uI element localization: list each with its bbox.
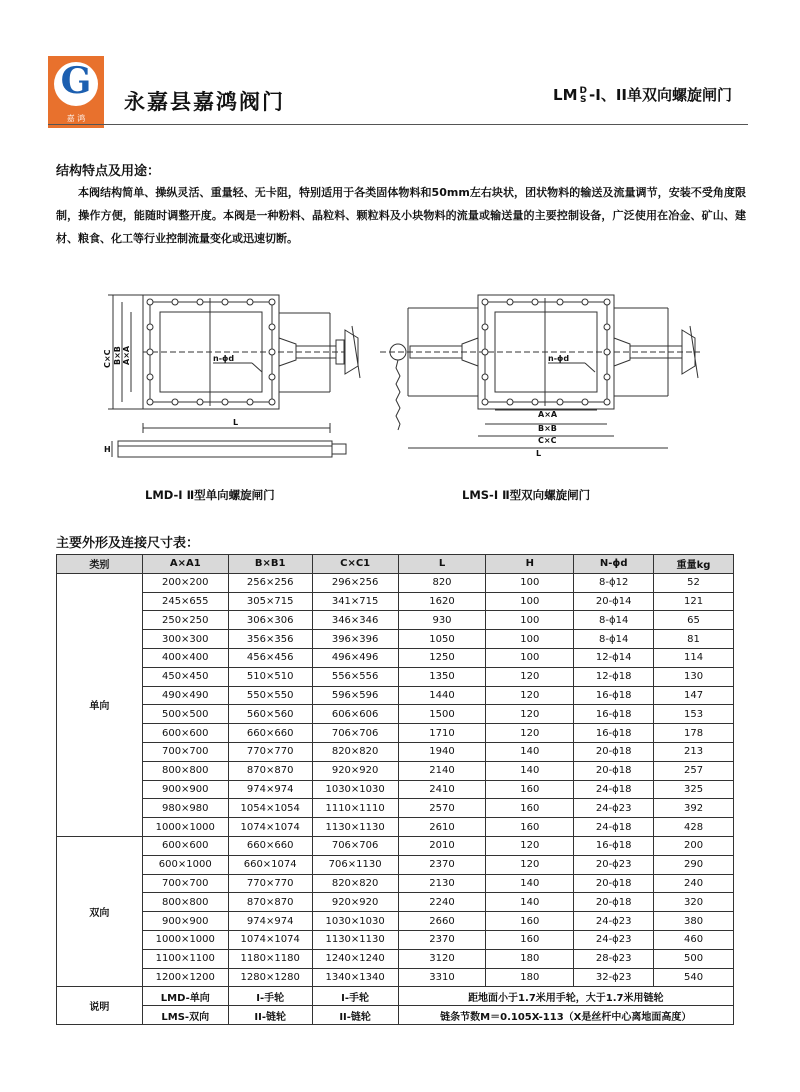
dim-label-l-right: L xyxy=(536,449,542,458)
table-cell: 400×400 xyxy=(142,648,228,667)
table-cell: 2410 xyxy=(398,780,486,799)
table-cell: 306×306 xyxy=(228,611,312,630)
table-cell: 974×974 xyxy=(228,912,312,931)
table-cell: 456×456 xyxy=(228,648,312,667)
header-a: A×A1 xyxy=(142,555,228,574)
table-cell: 1200×1200 xyxy=(142,968,228,987)
table-cell: 2370 xyxy=(398,855,486,874)
table-cell: 920×920 xyxy=(312,893,398,912)
note-cell-c: I-手轮 xyxy=(312,987,398,1006)
table-cell: 3310 xyxy=(398,968,486,987)
caption-lms: LMS-Ⅰ Ⅱ型双向螺旋闸门 xyxy=(462,488,591,502)
table-cell: 1030×1030 xyxy=(312,780,398,799)
table-cell: 510×510 xyxy=(228,667,312,686)
table-cell: 600×600 xyxy=(142,724,228,743)
note-cell-b: II-链轮 xyxy=(228,1006,312,1025)
table-cell: 8-ϕ12 xyxy=(574,573,654,592)
table-cell: 16-ϕ18 xyxy=(574,686,654,705)
table-cell: 980×980 xyxy=(142,799,228,818)
logo-subtext: 嘉 鸿 xyxy=(66,114,86,123)
table-cell: 2140 xyxy=(398,761,486,780)
header-c: C×C1 xyxy=(312,555,398,574)
table-cell: 1074×1074 xyxy=(228,818,312,837)
table-cell: 12-ϕ18 xyxy=(574,667,654,686)
table-cell: 52 xyxy=(654,573,734,592)
table-cell: 820×820 xyxy=(312,874,398,893)
table-cell: 16-ϕ18 xyxy=(574,705,654,724)
table-row xyxy=(57,648,734,667)
table-cell: 706×706 xyxy=(312,724,398,743)
table-cell: 660×660 xyxy=(228,836,312,855)
table-cell: 160 xyxy=(486,799,574,818)
table-cell: 290 xyxy=(654,855,734,874)
table-cell: 24-ϕ18 xyxy=(574,818,654,837)
table-cell: 596×596 xyxy=(312,686,398,705)
table-cell: 24-ϕ23 xyxy=(574,912,654,931)
table-cell: 560×560 xyxy=(228,705,312,724)
features-text: 本阀结构简单、操纵灵活、重量轻、无卡阻，特别适用于各类固体物料和50mm左右块状，团状物料的输送及流量调节，安装不受角度限制，操作方便，能随时调整开度。本阀是一种粉料、晶粒料、颗粒料及小块物料的流量或输送量的主要控制设备，广泛使用在冶金、矿山、建材、粮食、化工等行业控制流量变化或迅速切断。 xyxy=(56,186,746,245)
table-cell: 20-ϕ18 xyxy=(574,874,654,893)
table-row xyxy=(57,893,734,912)
table-cell: 245×655 xyxy=(142,592,228,611)
table-cell: 1000×1000 xyxy=(142,930,228,949)
table-cell: 8-ϕ14 xyxy=(574,630,654,649)
table-row xyxy=(57,761,734,780)
table-cell: 100 xyxy=(486,611,574,630)
table-row xyxy=(57,780,734,799)
note-text-cell: 距地面小于1.7米用手轮，大于1.7米用链轮 xyxy=(398,987,733,1006)
table-row xyxy=(57,705,734,724)
table-cell: 100 xyxy=(486,592,574,611)
table-cell: 346×346 xyxy=(312,611,398,630)
dim-label-bxb: B×B xyxy=(113,346,122,365)
table-cell: 160 xyxy=(486,818,574,837)
table-cell: 1050 xyxy=(398,630,486,649)
table-row xyxy=(57,573,734,592)
table-cell: 1000×1000 xyxy=(142,818,228,837)
table-cell: 706×706 xyxy=(312,836,398,855)
table-cell: 100 xyxy=(486,648,574,667)
note-row xyxy=(57,1006,734,1025)
table-cell: 200×200 xyxy=(142,573,228,592)
title-sub: S xyxy=(580,95,587,105)
table-cell: 820 xyxy=(398,573,486,592)
title-sup: D xyxy=(579,86,588,96)
table-cell: 153 xyxy=(654,705,734,724)
table-cell: 160 xyxy=(486,780,574,799)
dim-label-bxb-right: B×B xyxy=(538,424,557,433)
table-cell: 1110×1110 xyxy=(312,799,398,818)
dim-label-axa-right: A×A xyxy=(538,410,558,419)
title-rest: -I、II单双向螺旋闸门 xyxy=(589,86,732,104)
table-cell: 2660 xyxy=(398,912,486,931)
table-cell: 820×820 xyxy=(312,742,398,761)
table-cell: 500×500 xyxy=(142,705,228,724)
table-cell: 140 xyxy=(486,761,574,780)
table-cell: 178 xyxy=(654,724,734,743)
table-cell: 257 xyxy=(654,761,734,780)
caption-lmd: LMD-Ⅰ Ⅱ型单向螺旋闸门 xyxy=(145,488,275,502)
note-cell-a: LMD-单向 xyxy=(142,987,228,1006)
table-row xyxy=(57,912,734,931)
table-cell: 16-ϕ18 xyxy=(574,724,654,743)
table-cell: 120 xyxy=(486,836,574,855)
dim-label-cxc-right: C×C xyxy=(538,436,557,445)
table-cell: 120 xyxy=(486,724,574,743)
table-cell: 770×770 xyxy=(228,874,312,893)
table-cell: 700×700 xyxy=(142,742,228,761)
table-row xyxy=(57,930,734,949)
dim-label-l: L xyxy=(233,418,239,427)
table-row xyxy=(57,630,734,649)
table-cell: 396×396 xyxy=(312,630,398,649)
table-cell: 460 xyxy=(654,930,734,949)
table-cell: 100 xyxy=(486,573,574,592)
company-name: 永嘉县嘉鸿阀门 xyxy=(124,90,285,114)
header-divider xyxy=(48,124,748,125)
table-cell: 305×715 xyxy=(228,592,312,611)
table-row xyxy=(57,742,734,761)
table-cell: 380 xyxy=(654,912,734,931)
table-cell: 32-ϕ23 xyxy=(574,968,654,987)
table-cell: 20-ϕ18 xyxy=(574,742,654,761)
table-cell: 296×256 xyxy=(312,573,398,592)
table-cell: 3120 xyxy=(398,949,486,968)
dim-label-nd-left: n-ϕd xyxy=(213,354,235,363)
company-logo xyxy=(48,56,104,128)
lmd-front-view xyxy=(108,295,360,457)
table-header-row xyxy=(57,555,734,574)
table-cell: 900×900 xyxy=(142,912,228,931)
header-nd: N-ϕd xyxy=(574,555,654,574)
table-cell: 500 xyxy=(654,949,734,968)
table-cell: 1074×1074 xyxy=(228,930,312,949)
table-row xyxy=(57,611,734,630)
note-cell-a: LMS-双向 xyxy=(142,1006,228,1025)
table-cell: 20-ϕ18 xyxy=(574,893,654,912)
table-cell: 28-ϕ23 xyxy=(574,949,654,968)
table-cell: 1620 xyxy=(398,592,486,611)
features-heading: 结构特点及用途： xyxy=(56,164,161,179)
table-cell: 870×870 xyxy=(228,761,312,780)
dimensions-table xyxy=(56,554,734,1025)
table-cell: 256×256 xyxy=(228,573,312,592)
table-cell: 250×250 xyxy=(142,611,228,630)
logo-letter-icon: G xyxy=(60,60,92,102)
table-cell: 606×606 xyxy=(312,705,398,724)
table-row xyxy=(57,686,734,705)
table-cell: 147 xyxy=(654,686,734,705)
header-weight: 重量kg xyxy=(654,555,734,574)
table-cell: 1340×1340 xyxy=(312,968,398,987)
table-cell: 140 xyxy=(486,874,574,893)
table-cell: 2240 xyxy=(398,893,486,912)
table-cell: 550×550 xyxy=(228,686,312,705)
table-cell: 213 xyxy=(654,742,734,761)
table-cell: 700×700 xyxy=(142,874,228,893)
table-cell: 540 xyxy=(654,968,734,987)
table-cell: 1250 xyxy=(398,648,486,667)
table-cell: 2610 xyxy=(398,818,486,837)
table-cell: 600×600 xyxy=(142,836,228,855)
table-cell: 325 xyxy=(654,780,734,799)
category-cell: 双向 xyxy=(57,836,143,986)
table-cell: 320 xyxy=(654,893,734,912)
table-cell: 24-ϕ18 xyxy=(574,780,654,799)
table-cell: 81 xyxy=(654,630,734,649)
note-cell-c: II-链轮 xyxy=(312,1006,398,1025)
table-cell: 341×715 xyxy=(312,592,398,611)
dim-label-nd-right: n-ϕd xyxy=(548,354,570,363)
table-cell: 65 xyxy=(654,611,734,630)
table-cell: 1500 xyxy=(398,705,486,724)
table-cell: 392 xyxy=(654,799,734,818)
table-cell: 240 xyxy=(654,874,734,893)
table-cell: 920×920 xyxy=(312,761,398,780)
table-cell: 450×450 xyxy=(142,667,228,686)
table-cell: 1350 xyxy=(398,667,486,686)
table-cell: 1280×1280 xyxy=(228,968,312,987)
table-cell: 660×1074 xyxy=(228,855,312,874)
table-cell: 120 xyxy=(486,667,574,686)
header-l: L xyxy=(398,555,486,574)
table-cell: 1054×1054 xyxy=(228,799,312,818)
table-cell: 16-ϕ18 xyxy=(574,836,654,855)
header-b: B×B1 xyxy=(228,555,312,574)
table-heading: 主要外形及连接尺寸表： xyxy=(56,536,200,551)
table-cell: 1130×1130 xyxy=(312,818,398,837)
table-cell: 1130×1130 xyxy=(312,930,398,949)
table-cell: 1240×1240 xyxy=(312,949,398,968)
table-cell: 1180×1180 xyxy=(228,949,312,968)
table-cell: 974×974 xyxy=(228,780,312,799)
table-cell: 121 xyxy=(654,592,734,611)
table-row xyxy=(57,836,734,855)
page-title xyxy=(553,84,732,105)
table-cell: 706×1130 xyxy=(312,855,398,874)
table-cell: 8-ϕ14 xyxy=(574,611,654,630)
table-cell: 114 xyxy=(654,648,734,667)
table-cell: 770×770 xyxy=(228,742,312,761)
title-model: LM xyxy=(553,86,578,104)
table-cell: 2370 xyxy=(398,930,486,949)
header-h: H xyxy=(486,555,574,574)
table-cell: 870×870 xyxy=(228,893,312,912)
table-row xyxy=(57,968,734,987)
table-row xyxy=(57,949,734,968)
note-category-cell: 说明 xyxy=(57,987,143,1025)
table-cell: 24-ϕ23 xyxy=(574,799,654,818)
table-cell: 600×1000 xyxy=(142,855,228,874)
table-cell: 20-ϕ23 xyxy=(574,855,654,874)
page-header xyxy=(0,0,800,135)
table-cell: 24-ϕ23 xyxy=(574,930,654,949)
table-cell: 300×300 xyxy=(142,630,228,649)
table-cell: 490×490 xyxy=(142,686,228,705)
table-cell: 1940 xyxy=(398,742,486,761)
table-cell: 140 xyxy=(486,742,574,761)
table-row xyxy=(57,667,734,686)
title-ds xyxy=(580,87,587,105)
table-cell: 100 xyxy=(486,630,574,649)
table-cell: 160 xyxy=(486,912,574,931)
table-row xyxy=(57,592,734,611)
table-cell: 1710 xyxy=(398,724,486,743)
table-row xyxy=(57,818,734,837)
dim-label-axa: A×A xyxy=(122,345,131,365)
table-cell: 2010 xyxy=(398,836,486,855)
table-cell: 20-ϕ14 xyxy=(574,592,654,611)
note-text-cell: 链条节数M＝0.105X-113（X是丝杆中心离地面高度） xyxy=(398,1006,733,1025)
dim-label-cxc: C×C xyxy=(103,349,112,368)
valve-drawings xyxy=(0,268,800,478)
table-cell: 180 xyxy=(486,968,574,987)
table-cell: 180 xyxy=(486,949,574,968)
table-cell: 800×800 xyxy=(142,761,228,780)
table-cell: 120 xyxy=(486,855,574,874)
table-cell: 120 xyxy=(486,686,574,705)
table-cell: 2570 xyxy=(398,799,486,818)
table-cell: 20-ϕ18 xyxy=(574,761,654,780)
note-cell-b: I-手轮 xyxy=(228,987,312,1006)
table-cell: 1440 xyxy=(398,686,486,705)
table-cell: 496×496 xyxy=(312,648,398,667)
table-cell: 1100×1100 xyxy=(142,949,228,968)
category-cell: 单向 xyxy=(57,573,143,836)
table-cell: 428 xyxy=(654,818,734,837)
table-cell: 356×356 xyxy=(228,630,312,649)
table-cell: 1030×1030 xyxy=(312,912,398,931)
table-cell: 930 xyxy=(398,611,486,630)
table-cell: 660×660 xyxy=(228,724,312,743)
note-row xyxy=(57,987,734,1006)
table-cell: 120 xyxy=(486,705,574,724)
header-category: 类别 xyxy=(57,555,143,574)
table-cell: 12-ϕ14 xyxy=(574,648,654,667)
table-cell: 900×900 xyxy=(142,780,228,799)
dim-label-h: H xyxy=(104,445,111,454)
table-cell: 160 xyxy=(486,930,574,949)
table-row xyxy=(57,799,734,818)
table-cell: 2130 xyxy=(398,874,486,893)
table-cell: 556×556 xyxy=(312,667,398,686)
table-cell: 140 xyxy=(486,893,574,912)
table-cell: 130 xyxy=(654,667,734,686)
table-cell: 800×800 xyxy=(142,893,228,912)
table-cell: 200 xyxy=(654,836,734,855)
table-row xyxy=(57,874,734,893)
table-row xyxy=(57,855,734,874)
table-row xyxy=(57,724,734,743)
